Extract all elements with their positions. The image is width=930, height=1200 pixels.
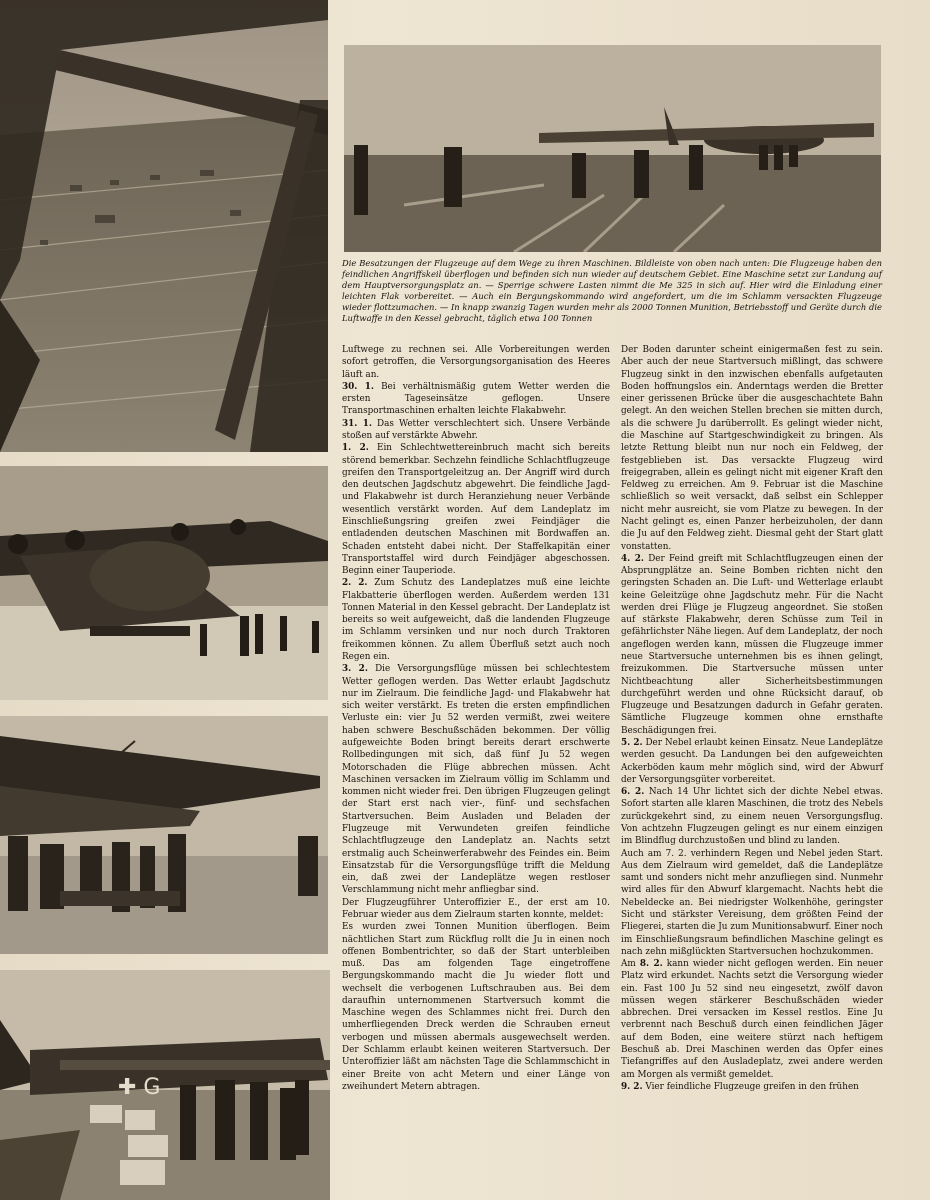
- entry-date: 3. 2.: [342, 664, 368, 675]
- article-paragraph: [621, 344, 883, 553]
- paragraph-text: Bei verhältnismäßig gutem Wetter werden die ersten Tageseinsätze geflogen. Unsere Transportmaschinen erhalten leichte Flakabwehr.: [342, 381, 611, 417]
- paragraph-text: Luftwege zu rechnen sei. Alle Vorbereitungen werden sofort getroffen, die Versorgungsorganisation des Heeres läuft an.: [342, 345, 610, 380]
- paragraph-text: Auch am 7. 2. verhindern Regen und Nebel jeden Start. Aus dem Zielraum wird gemeldet, daß die Landeplätze samt und sonders nicht mehr anzufliegen sind. Nunmehr wird alles für den Abwurf klargemacht. Nachts hebt die Nebeldecke an. Bei niedrigster Wolkenhöhe, geringster Sicht und stärkster Vereisung, dem größten Feind der Fliegerei, starten die Ju zum Munitionsabwurf. Einer noch im Einschließungsraum befindlichen Maschine gelingt es nach zehn mißglückten Startversuchen hochzukommen.: [621, 848, 884, 957]
- article-paragraph: [621, 1081, 883, 1093]
- entry-date: 8. 2.: [639, 959, 663, 970]
- paragraph-text: kann wieder nicht geflogen werden. Ein neuer Platz wird erkundet. Nachts setzt die Versorgung wieder ein. Fast 100 Ju 52 sind neu eingesetzt, zwölf davon müssen wegen stärkerer Beschußschäden wieder abbrechen. Drei versacken im Kessel restlos. Eine Ju verbrennt nach Beschuß durch einen feindlichen Jäger auf dem Boden, eine weitere stürzt nach heftigem Beschuß ab. Drei Maschinen werden das Opfer eines Tiefangriffes auf den Ausladeplatz, zwei andere werden am Morgen als vermißt gemeldet.: [621, 959, 883, 1080]
- entry-date: 31. 1.: [342, 418, 372, 429]
- article-paragraph: [342, 921, 610, 1093]
- paragraph-text: Der Boden darunter scheint einigermaßen fest zu sein. Aber auch der neue Startversuch mißlingt, das schwere Flugzeug sinkt in den inzwischen ebenfalls aufgetauten Boden hoffnungslos ein. Anderntags werden die Bretter einer gerissenen Brücke über die ausgeschachtete Bahn gelegt. An den weichen Stellen brechen sie mitten durch, als die schwere Ju darüberrollt. Es gelingt wieder nicht, die Maschine auf Startgeschwindigkeit zu bringen. Als letzte Rettung bleibt nun nur noch ein Feldweg, der festgeblieben ist. Das versackte Flugzeug wird freigegraben, allein es gelingt nicht mit eigener Kraft den Feldweg zu erreichen. Am 9. Februar ist die Maschine schließlich so weit versackt, daß selbst ein Schlepper nicht mehr ausreicht, sie vom Platze zu bewegen. In der Nacht gelingt es, einen Panzer herbeizuholen, der dann die Ju auf den Feldweg zieht. Diesmal geht der Start glatt vonstatten.: [621, 345, 883, 552]
- paragraph-text: Es wurden zwei Tonnen Munition überflogen. Beim nächtlichen Start zum Rückflug rollt die Ju in einen noch offenen Bombentrichter, so daß der Start unterbleiben muß. Das am folgenden Tage eingetroffene Bergungskommando macht die Ju wieder flott und wechselt die verbogenen Luftschrauben aus. Bei dem daraufhin unternommenen Startversuch kommt die Maschine wegen des Schlammes nicht frei. Durch den umherfliegenden Dreck werden die Schrauben erneut verbogen und müssen abermals ausgewechselt werden. Der Schlamm erlaubt keinen weiteren Startversuch. Der Unteroffizier läßt am nächsten Tage die Schlammschicht in einer Breite von acht Metern und einer Länge von zweihundert Metern abtragen.: [342, 922, 610, 1092]
- entry-date: 6. 2.: [621, 787, 645, 798]
- paragraph-text: Der Feind greift mit Schlachtflugzeugen einen der Absprungplätze an. Seine Bomben richten nicht den geringsten Schaden an. Die Luft- und Wetterlage erlaubt keine Geleitzüge ohne Jagdschutz mehr. Für die Nacht werden drei Flüge je Flugzeug angeordnet. Sie stoßen auf stärkste Flakabwehr, deren Schüsse zum Teil in gefährlichster Nähe liegen. Auf dem Landeplatz, der noch angeflogen werden kann, müssen die Flugzeuge immer neue Startversuche unternehmen bis es ihnen gelingt, freizukommen. Die Startversuche müssen unter Nichtbeachtung aller Sicherheitsbestimmungen durchgeführt werden und ohne Rücksicht darauf, ob Flugzeuge und Besatzungen dadurch in Gefahr geraten. Sämtliche Flugzeuge kommen ohne ernsthafte Beschädigungen frei.: [621, 553, 884, 736]
- article-column-right: [621, 344, 883, 1093]
- article-paragraph: [342, 381, 610, 418]
- entry-date: 9. 2.: [621, 1081, 643, 1092]
- paragraph-text: Zum Schutz des Landeplatzes muß eine leichte Flakbatterie überflogen werden. Außerdem werden 131 Tonnen Material in den Kessel gebracht. Der Landeplatz ist bereits so weit aufgeweicht, daß die landenden Flugzeuge im Schlamm versinken und nur noch durch Traktoren freikommen können. Zu allem Überfluß setzt auch noch Regen ein.: [342, 578, 611, 663]
- entry-date: 30. 1.: [342, 381, 374, 392]
- article-paragraph: [621, 958, 883, 1081]
- paragraph-text: Nach 14 Uhr lichtet sich der dichte Nebel etwas. Sofort starten alle klaren Maschinen, die trotz des Nebels zurückgekehrt sind, zu einem neuen Versorgungsflug. Von achtzehn Flugzeugen gelingt es nur einem einzigen im Blindflug durchzustoßen und blind zu landen.: [621, 787, 883, 847]
- article-paragraph: [342, 344, 610, 381]
- paragraph-text: Ein Schlechtwettereinbruch macht sich bereits störend bemerkbar. Sechzehn feindliche Schlachtflugzeuge greifen den Transportgeleitzug an. Der Angriff wird durch den deutschen Jagdschutz abgewehrt. Die feindliche Jagd- und Flakabwehr ist durch Heranziehung neuer Verbände wesentlich verstärkt worden. Auf dem Landeplatz im Einschließungsring greifen zwei Feindjäger die entladenden deutschen Maschinen mit Bordwaffen an. Schaden entsteht dabei nicht. Der Staffelkapitän einer Transportstaffel wird durch Feindjäger abgeschossen. Beginn einer Tauperiode.: [342, 443, 611, 577]
- article-paragraph: [621, 848, 883, 959]
- article-paragraph: [621, 786, 883, 847]
- paragraph-lead: Am: [621, 959, 640, 970]
- article-paragraph: [342, 577, 610, 663]
- photo-caption: Die Besatzungen der Flugzeuge auf dem Wege zu ihren Maschinen. Bildleiste von oben nach unten: Die Flugzeuge haben den feindlichen Angriffskeil überflogen und befinden sich nun wieder auf deutschem Gebiet. Eine Maschine setzt zur Landung auf dem Hauptversorgungsplatz an. — Sperrige schwere Lasten nimmt die Me 325 in sich auf. Hier wird die Einladung einer leichten Flak vorbereitet. — Auch ein Bergungskommando wird angefordert, um die im Schlamm versackten Flugzeuge wieder flottzumachen. — In knapp zwanzig Tagen wurden mehr als 2000 Tonnen Munition, Betriebsstoff und Geräte durch die Luftwaffe in den Kessel gebracht, täglich etwa 100 Tonnen: [342, 258, 882, 323]
- paragraph-text: Die Versorgungsflüge müssen bei schlechtestem Wetter geflogen werden. Das Wetter erlaubt Jagdschutz nur im Zielraum. Die feindliche Jagd- und Flakabwehr hat sich weiter verstärkt. Es treten die ersten empfindlichen Verluste ein: vier Ju 52 werden vermißt, zwei weitere haben schwere Beschußschäden bekommen. Der völlig aufgeweichte Boden bringt bereits derart erschwerte Rollbedingungen mit sich, daß fünf Ju 52 wegen Motorschaden die Flüge abbrechen müssen. Acht Maschinen versacken im Zielraum völlig im Schlamm und kommen nicht wieder frei. Den übrigen Flugzeugen gelingt der Start erst nach vier-, fünf- und sechsfachen Startversuchen. Beim Ausladen und Beladen der Flugzeuge mit Verwundeten greifen feindliche Schlachtflugzeuge den Landeplatz an. Nachts setzt erstmalig auch Scheinwerferabwehr des Feindes ein. Beim Einsatzstab für die Versorgungsflüge trifft die Meldung ein, daß zwei der Landeplätze wegen restloser Verschlammung nicht mehr anfliegbar sind.: [342, 664, 610, 896]
- article-column-left: [342, 344, 610, 1093]
- article-paragraph: [621, 737, 883, 786]
- photo-crews-walking: [344, 45, 881, 252]
- entry-date: 4. 2.: [621, 553, 644, 564]
- article-paragraph: [621, 553, 883, 737]
- photo-loading-crew: [0, 716, 328, 954]
- entry-date: 2. 2.: [342, 578, 368, 589]
- entry-date: 5. 2.: [621, 738, 643, 748]
- paragraph-text: Der Flugzeugführer Unteroffizier E., der erst am 10. Februar wieder aus dem Zielraum starten konnte, meldet:: [342, 897, 610, 920]
- photo-ju52-cargo: [0, 970, 330, 1200]
- paragraph-text: Das Wetter verschlechtert sich. Unsere Verbände stoßen auf verstärkte Abwehr.: [342, 418, 611, 441]
- paragraph-text: Der Nebel erlaubt keinen Einsatz. Neue Landeplätze werden gesucht. Da Landungen bei den aufgeweichten Ackerböden kaum mehr möglich sind, wird der Abwurf der Versorgungsgüter vorbereitet.: [621, 738, 884, 785]
- photo-giant-transport: [0, 466, 328, 700]
- photo-cockpit-view: [0, 0, 328, 452]
- svg-text:✚ G: ✚ G: [118, 1075, 161, 1100]
- article-paragraph: [342, 897, 610, 922]
- article-paragraph: [342, 442, 610, 577]
- article-paragraph: [342, 663, 610, 896]
- article-paragraph: [342, 418, 610, 443]
- paragraph-text: Vier feindliche Flugzeuge greifen in den frühen: [645, 1081, 859, 1092]
- entry-date: 1. 2.: [342, 443, 369, 454]
